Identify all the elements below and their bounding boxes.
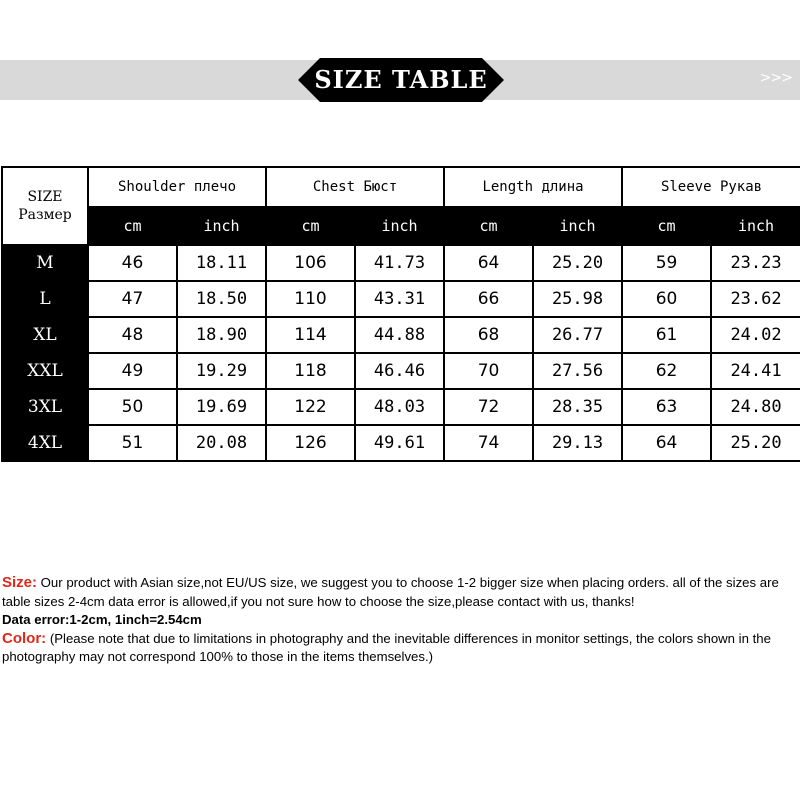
table-cell: 20.08 bbox=[177, 425, 266, 461]
table-cell: 23.62 bbox=[711, 281, 800, 317]
table-cell: 18.90 bbox=[177, 317, 266, 353]
table-cell: 110 bbox=[266, 281, 355, 317]
unit-header: inch bbox=[533, 207, 622, 245]
group-header-sleeve: Sleeve Рукав bbox=[622, 167, 800, 207]
table-unit-row bbox=[2, 207, 800, 245]
table-cell: 29.13 bbox=[533, 425, 622, 461]
unit-header: cm bbox=[444, 207, 533, 245]
unit-header: cm bbox=[622, 207, 711, 245]
table-row bbox=[2, 317, 800, 353]
size-label: XXL bbox=[2, 353, 88, 389]
group-header-chest: Chest Бюст bbox=[266, 167, 444, 207]
table-row bbox=[2, 425, 800, 461]
data-error-note: Data error:1-2cm, 1inch=2.54cm bbox=[2, 612, 202, 627]
table-cell: 126 bbox=[266, 425, 355, 461]
size-header-en: SIZE bbox=[27, 189, 63, 205]
unit-header: cm bbox=[88, 207, 177, 245]
table-row bbox=[2, 389, 800, 425]
table-cell: 28.35 bbox=[533, 389, 622, 425]
table-cell: 49.61 bbox=[355, 425, 444, 461]
table-cell: 63 bbox=[622, 389, 711, 425]
unit-header: inch bbox=[355, 207, 444, 245]
table-cell: 72 bbox=[444, 389, 533, 425]
table-cell: 43.31 bbox=[355, 281, 444, 317]
group-header-length: Length длина bbox=[444, 167, 622, 207]
table-cell: 24.02 bbox=[711, 317, 800, 353]
table-header-row bbox=[2, 167, 800, 207]
table-cell: 51 bbox=[88, 425, 177, 461]
table-cell: 44.88 bbox=[355, 317, 444, 353]
unit-header: cm bbox=[266, 207, 355, 245]
table-cell: 19.29 bbox=[177, 353, 266, 389]
unit-header: inch bbox=[177, 207, 266, 245]
group-header-shoulder: Shoulder плечо bbox=[88, 167, 266, 207]
banner-arrows: >>> bbox=[759, 70, 792, 86]
page-title: SIZE TABLE bbox=[314, 65, 488, 94]
color-note-label: Color: bbox=[2, 629, 47, 647]
table-cell: 48 bbox=[88, 317, 177, 353]
size-header-cell bbox=[2, 167, 88, 245]
table-cell: 18.11 bbox=[177, 245, 266, 281]
size-label: 3XL bbox=[2, 389, 88, 425]
size-label: L bbox=[2, 281, 88, 317]
table-cell: 18.50 bbox=[177, 281, 266, 317]
table-cell: 26.77 bbox=[533, 317, 622, 353]
table-cell: 114 bbox=[266, 317, 355, 353]
table-cell: 46 bbox=[88, 245, 177, 281]
table-row bbox=[2, 281, 800, 317]
notes-section bbox=[2, 574, 798, 667]
table-cell: 118 bbox=[266, 353, 355, 389]
size-label: M bbox=[2, 245, 88, 281]
table-cell: 24.80 bbox=[711, 389, 800, 425]
table-cell: 70 bbox=[444, 353, 533, 389]
table-cell: 106 bbox=[266, 245, 355, 281]
table-cell: 64 bbox=[444, 245, 533, 281]
table-cell: 61 bbox=[622, 317, 711, 353]
table-cell: 41.73 bbox=[355, 245, 444, 281]
table-cell: 48.03 bbox=[355, 389, 444, 425]
table-cell: 47 bbox=[88, 281, 177, 317]
unit-header: inch bbox=[711, 207, 800, 245]
size-note-label: Size: bbox=[2, 574, 38, 591]
table-cell: 25.98 bbox=[533, 281, 622, 317]
table-cell: 122 bbox=[266, 389, 355, 425]
color-note bbox=[2, 630, 798, 667]
size-note-text: Our product with Asian size,not EU/US size, we suggest you to choose 1-2 bigger size when placing orders. all of the sizes are table sizes 2-4cm data error is allowed,if you not sure how to choose the size,please contact with us, thanks! bbox=[2, 575, 779, 609]
size-table bbox=[1, 166, 800, 462]
size-header-ru: Размер bbox=[18, 207, 72, 223]
table-cell: 23.23 bbox=[711, 245, 800, 281]
table-cell: 49 bbox=[88, 353, 177, 389]
table-cell: 59 bbox=[622, 245, 711, 281]
table-cell: 68 bbox=[444, 317, 533, 353]
table-row bbox=[2, 353, 800, 389]
table-cell: 46.46 bbox=[355, 353, 444, 389]
table-cell: 27.56 bbox=[533, 353, 622, 389]
table-cell: 66 bbox=[444, 281, 533, 317]
size-label: XL bbox=[2, 317, 88, 353]
table-cell: 25.20 bbox=[711, 425, 800, 461]
table-cell: 62 bbox=[622, 353, 711, 389]
table-cell: 19.69 bbox=[177, 389, 266, 425]
table-cell: 74 bbox=[444, 425, 533, 461]
table-cell: 64 bbox=[622, 425, 711, 461]
table-row bbox=[2, 245, 800, 281]
size-label: 4XL bbox=[2, 425, 88, 461]
size-note bbox=[2, 574, 798, 611]
table-cell: 50 bbox=[88, 389, 177, 425]
color-note-text: (Please note that due to limitations in photography and the inevitable differences in monitor settings, the colors shown in the photography may not correspond 100% to those in the items themselves.) bbox=[2, 630, 771, 664]
table-cell: 60 bbox=[622, 281, 711, 317]
table-cell: 25.20 bbox=[533, 245, 622, 281]
table-cell: 24.41 bbox=[711, 353, 800, 389]
